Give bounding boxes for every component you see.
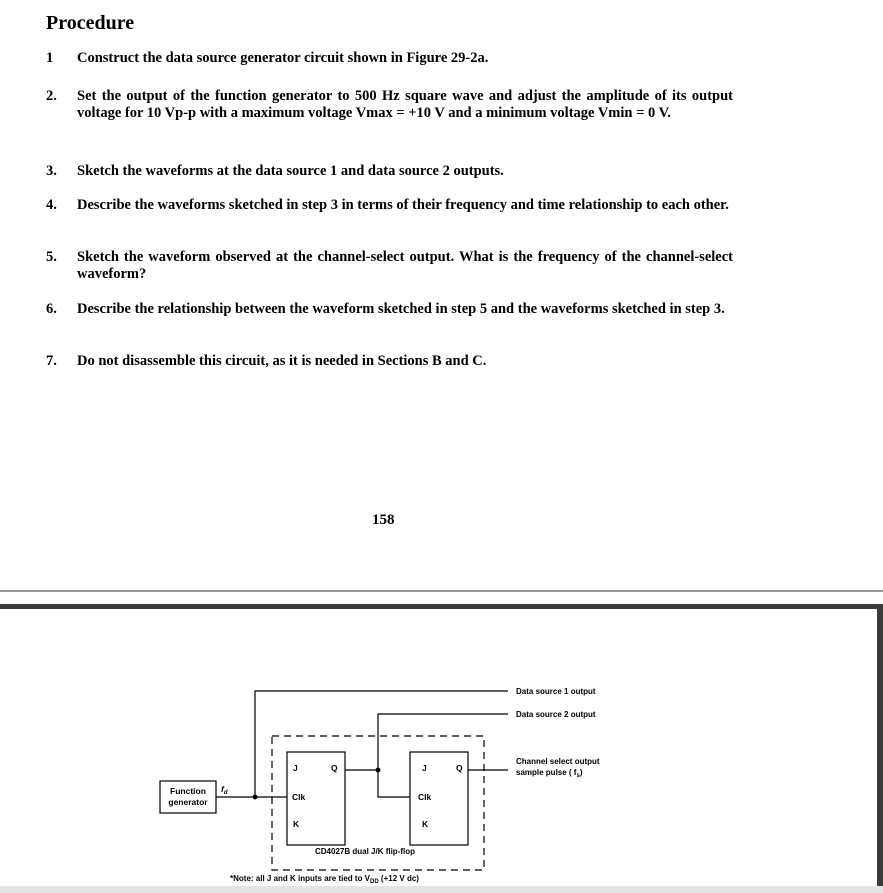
chip-label: CD4027B dual J/K flip-flop xyxy=(315,847,416,856)
step-text: Do not disassemble this circuit, as it is needed in Sections B and C. xyxy=(77,353,487,369)
ff1-clk-pin: Clk xyxy=(292,792,306,802)
step-number: 1 xyxy=(46,50,54,66)
ff1-j-pin: J xyxy=(293,763,298,773)
junction-dot xyxy=(376,768,381,773)
step-number: 5. xyxy=(46,249,57,265)
channel-select-label: Channel select output xyxy=(516,757,600,766)
ff1-k-pin: K xyxy=(293,819,300,829)
ff1-q-pin: Q xyxy=(331,763,338,773)
step-number: 3. xyxy=(46,163,57,179)
fd-label: $f_d$ xyxy=(221,784,228,796)
clock-wire-2 xyxy=(378,770,410,797)
ff2-k-pin: K xyxy=(422,819,429,829)
data-source-1-label: Data source 1 output xyxy=(516,687,596,696)
function-generator-label: Function xyxy=(170,786,206,796)
step-text: Sketch the waveforms at the data source 1 and data source 2 outputs. xyxy=(77,163,504,179)
step-number: 7. xyxy=(46,353,57,369)
ff2-j-pin: J xyxy=(422,763,427,773)
data-source-1-wire xyxy=(255,691,508,797)
viewer-bottom-bar xyxy=(0,886,883,893)
step-text: Describe the relationship between the waveform sketched in step 5 and the waveforms sketched in step 3. xyxy=(77,301,725,317)
function-generator-label: generator xyxy=(168,797,208,807)
step-number: 2. xyxy=(46,88,57,104)
data-source-2-label: Data source 2 output xyxy=(516,710,596,719)
step-text: Describe the waveforms sketched in step 3 in terms of their frequency and time relationship to each other. xyxy=(77,197,729,213)
page-edge xyxy=(877,609,883,893)
step-number: 4. xyxy=(46,197,57,213)
sample-pulse-label: sample pulse ( $f_s$) xyxy=(516,768,583,779)
page-number: 158 xyxy=(372,512,395,528)
ff2-q-pin: Q xyxy=(456,763,463,773)
junction-dot xyxy=(253,795,258,800)
section-heading: Procedure xyxy=(46,12,135,34)
figure-note: *Note: all J and K inputs are tied to $V_{DD}$ (+12 V dc) xyxy=(230,874,419,885)
step-text: Construct the data source generator circuit shown in Figure 29-2a. xyxy=(77,50,489,66)
ff2-clk-pin: Clk xyxy=(418,792,432,802)
step-number: 6. xyxy=(46,301,57,317)
page-divider xyxy=(0,590,883,592)
step-text: Sketch the waveform observed at the channel-select output. What is the frequency of the channel-select waveform? xyxy=(77,249,733,282)
step-text: Set the output of the function generator to 500 Hz square wave and adjust the amplitude of its output voltage for 10 Vp-p with a maximum voltage Vmax = +10 V and a minimum voltage Vmin = 0 V. xyxy=(77,88,733,121)
circuit-figure xyxy=(0,609,877,886)
